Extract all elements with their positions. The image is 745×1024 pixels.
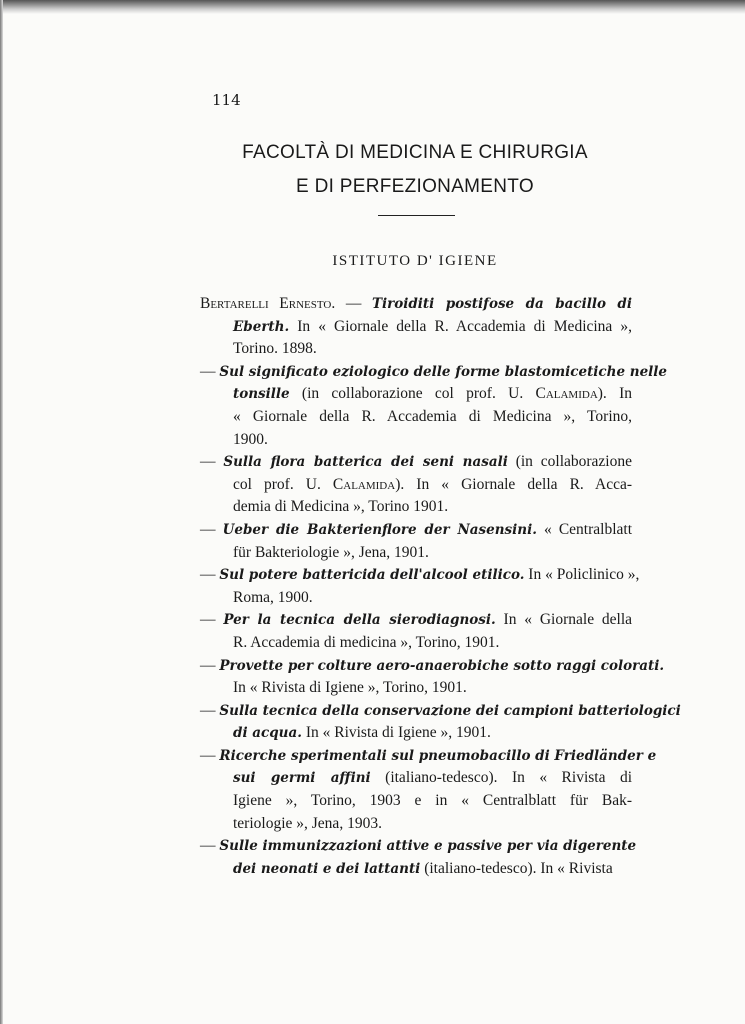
- bibliography-entry: [200, 293, 632, 361]
- entry-line: [200, 813, 632, 836]
- bibliography-entry: [200, 700, 681, 745]
- bibliography-entry: [200, 835, 637, 880]
- entry-line: [200, 519, 632, 542]
- citation-text: (italiano-tedesco). In « Rivista di: [370, 769, 633, 787]
- bibliography-list: [200, 293, 681, 880]
- citation-text: —: [200, 746, 220, 764]
- entry-line: [200, 700, 681, 723]
- citation-text: ). In: [597, 385, 632, 403]
- work-title: Sulla flora batterica dei seni nasali: [223, 454, 508, 471]
- citation-text: —: [200, 566, 220, 584]
- work-title: sui germi affini: [233, 770, 371, 787]
- section-heading: ISTITUTO D' IGIENE: [332, 253, 498, 269]
- citation-text: R. Accademia di medicina », Torino, 1901.: [233, 633, 500, 651]
- citation-text: —: [200, 701, 220, 719]
- faculty-title: FACOLTÀ DI MEDICINA E CHIRURGIA: [242, 142, 588, 163]
- bibliography-entry: [200, 451, 632, 519]
- bibliography-entry: [200, 519, 632, 564]
- citation-text: In « Rivista di Igiene », Torino, 1901.: [233, 679, 467, 697]
- citation-text: —: [200, 656, 220, 674]
- work-title: tonsille: [233, 386, 290, 403]
- bibliography-entry: [200, 745, 657, 835]
- entry-line: [200, 406, 632, 429]
- entry-line: [200, 474, 632, 497]
- entry-line: [200, 316, 632, 339]
- entry-line: [200, 655, 665, 678]
- entry-line: [200, 293, 632, 316]
- entry-line: [200, 835, 637, 858]
- citation-text: Torino. 1898.: [233, 340, 317, 358]
- work-title: Sul potere battericida dell'alcool etilico.: [219, 567, 525, 584]
- title-rule: [378, 215, 455, 216]
- citation-text: demia di Medicina », Torino 1901.: [233, 498, 449, 516]
- citation-text: In « Rivista di Igiene », 1901.: [301, 724, 491, 742]
- work-title: Eberth.: [233, 318, 290, 335]
- citation-text: teriologie », Jena, 1903.: [233, 814, 382, 832]
- citation-text: In « Giornale della: [495, 611, 633, 629]
- entry-line: [200, 858, 632, 881]
- entry-line: [200, 429, 632, 452]
- citation-text: —: [335, 295, 372, 312]
- entry-line: [200, 542, 632, 565]
- entry-line: [200, 722, 632, 745]
- entry-line: [200, 677, 632, 700]
- author-name: Calamida: [535, 385, 598, 403]
- entry-line: [200, 790, 632, 813]
- bibliography-entry: [200, 655, 665, 700]
- work-title: Sulla tecnica della conservazione dei campioni batteriologici: [219, 702, 681, 719]
- work-title: Per la tecnica della sierodiagnosi.: [223, 612, 496, 629]
- entry-line: [200, 383, 632, 406]
- work-title: Provette per colture aero-anaerobiche sotto raggi colorati.: [219, 657, 665, 674]
- entry-line: [200, 496, 632, 519]
- entry-line: [200, 451, 632, 474]
- bibliography-entry: [200, 361, 668, 451]
- work-title: Ricerche sperimentali sul pneumobacillo di Friedländer e: [219, 747, 657, 764]
- citation-text: « Giornale della R. Accademia di Medicina », Torino,: [233, 407, 632, 425]
- page-number: 114: [212, 91, 241, 109]
- author-name: Calamida: [332, 475, 396, 493]
- citation-text: In « Giornale della R. Accademia di Medicina »,: [289, 317, 632, 335]
- work-title: Sul significato eziologico delle forme blastomicetiche nelle: [219, 363, 668, 380]
- citation-text: —: [200, 611, 224, 629]
- work-title: Tiroiditi postifose da bacillo di: [371, 296, 632, 312]
- citation-text: Igiene », Torino, 1903 e in « Centralblatt für Bak-: [233, 792, 632, 810]
- work-title: di acqua.: [233, 725, 302, 742]
- work-title: dei neonati e dei lattanti: [233, 860, 421, 877]
- entry-line: [200, 564, 640, 587]
- entry-line: [200, 587, 632, 610]
- citation-text: —: [200, 837, 220, 855]
- citation-text: Roma, 1900.: [233, 588, 313, 606]
- entry-line: [200, 745, 657, 768]
- bibliography-entry: [200, 609, 632, 654]
- citation-text: (in collaborazione: [507, 453, 632, 471]
- bibliography-entry: [200, 564, 640, 609]
- entry-line: [200, 632, 632, 655]
- work-title: Sulle immunizzazioni attive e passive per via digerente: [219, 838, 637, 855]
- citation-text: 1900.: [233, 430, 268, 448]
- entry-line: [200, 338, 632, 361]
- citation-text: (in collaborazione col prof. U.: [289, 385, 536, 403]
- faculty-subtitle: E DI PERFEZIONAMENTO: [296, 176, 534, 197]
- citation-text: col prof. U.: [233, 475, 333, 493]
- scan-top-edge: [0, 0, 745, 14]
- work-title: Ueber die Bakterienflore der Nasensini.: [222, 521, 537, 538]
- citation-text: « Centralblatt: [536, 520, 633, 538]
- entry-line: [200, 609, 632, 632]
- citation-text: für Bakteriologie », Jena, 1901.: [233, 543, 429, 561]
- entry-line: [200, 361, 668, 384]
- citation-text: —: [200, 520, 223, 538]
- author-name: Bertarelli Ernesto.: [200, 295, 336, 312]
- entry-line: [200, 767, 632, 790]
- citation-text: —: [200, 453, 224, 471]
- citation-text: (italiano-tedesco). In « Rivista: [420, 859, 613, 877]
- citation-text: —: [200, 362, 220, 380]
- citation-text: In « Policlinico »,: [524, 566, 640, 584]
- citation-text: ). In « Giornale della R. Acca-: [395, 475, 632, 493]
